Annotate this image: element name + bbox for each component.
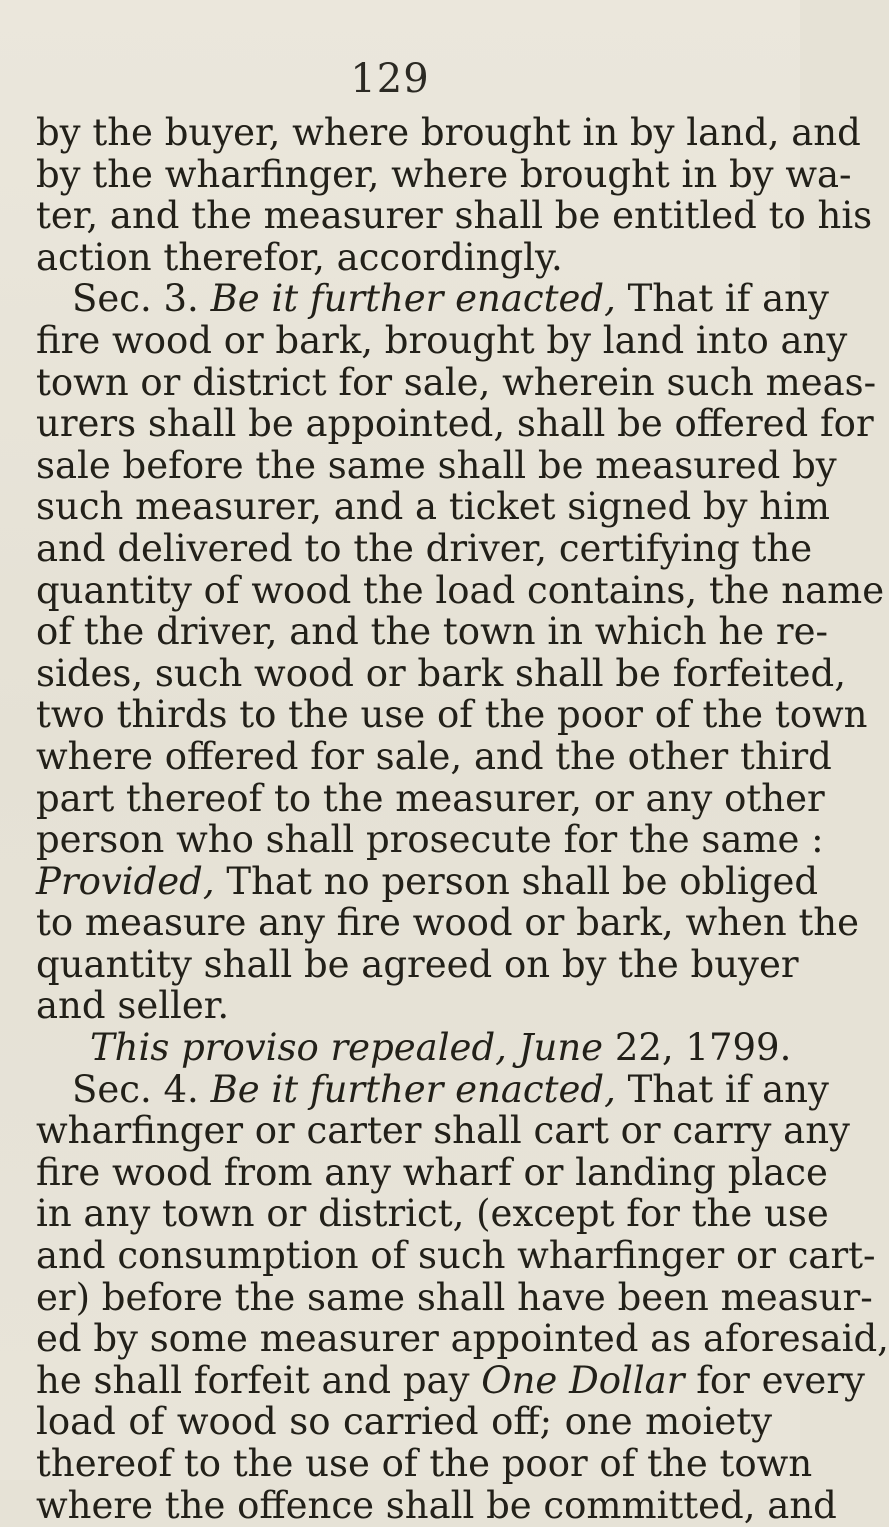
- text-line: fire wood from any wharf or landing place: [36, 1150, 828, 1194]
- text-line: where the offence shall be committed, and: [36, 1483, 837, 1527]
- text-line: town or district for sale, wherein such meas-: [36, 360, 877, 404]
- text-line: action therefor, accordingly.: [36, 235, 563, 279]
- text-line: load of wood so carried off; one moiety: [36, 1400, 772, 1444]
- text-line: urers shall be appointed, shall be offered for: [36, 402, 874, 446]
- text-line: thereof to the use of the poor of the town: [36, 1442, 813, 1485]
- text-line: person who shall prosecute for the same :: [36, 818, 824, 862]
- body-text: [36, 111, 889, 1527]
- text-line: wharfinger or carter shall cart or carry any: [36, 1109, 850, 1153]
- text-line: fire wood or bark, brought by land into any: [36, 318, 848, 362]
- text-line: of the driver, and the town in which he re-: [36, 610, 828, 654]
- text-line: in any town or district, (except for the use: [36, 1192, 829, 1236]
- text-line: part thereof to the measurer, or any other: [36, 776, 825, 820]
- text-line: Sec. 3. Be it further enacted, That if any: [72, 277, 829, 321]
- text-line: he shall forfeit and pay One Dollar for every: [36, 1358, 865, 1402]
- text-line: where offered for sale, and the other third: [36, 734, 832, 778]
- text-line: Provided, That no person shall be obliged: [36, 859, 819, 903]
- text-line: This proviso repealed, June 22, 1799.: [90, 1026, 792, 1070]
- text-line: sale before the same shall be measured by: [36, 443, 837, 487]
- text-line: and consumption of such wharfinger or cart-: [36, 1234, 876, 1278]
- text-line: by the buyer, where brought in by land, and: [36, 111, 861, 154]
- text-line: to measure any fire wood or bark, when the: [36, 901, 860, 945]
- text-line: ter, and the measurer shall be entitled to his: [36, 194, 873, 238]
- text-line: er) before the same shall have been measur-: [36, 1275, 873, 1319]
- text-line: such measurer, and a ticket signed by him: [36, 485, 831, 529]
- text-line: and delivered to the driver, certifying the: [36, 526, 813, 570]
- text-line: quantity of wood the load contains, the name: [36, 568, 885, 612]
- text-line: two thirds to the use of the poor of the town: [36, 693, 868, 737]
- text-line: by the wharfinger, where brought in by wa-: [36, 152, 852, 196]
- text-line: quantity shall be agreed on by the buyer: [36, 942, 799, 986]
- text-line: sides, such wood or bark shall be forfeited,: [36, 651, 846, 695]
- text-line: and seller.: [36, 984, 230, 1028]
- text-line: ed by some measurer appointed as aforesaid,: [36, 1317, 889, 1361]
- text-line: Sec. 4. Be it further enacted, That if any: [72, 1067, 829, 1111]
- page-number: 129: [350, 56, 430, 102]
